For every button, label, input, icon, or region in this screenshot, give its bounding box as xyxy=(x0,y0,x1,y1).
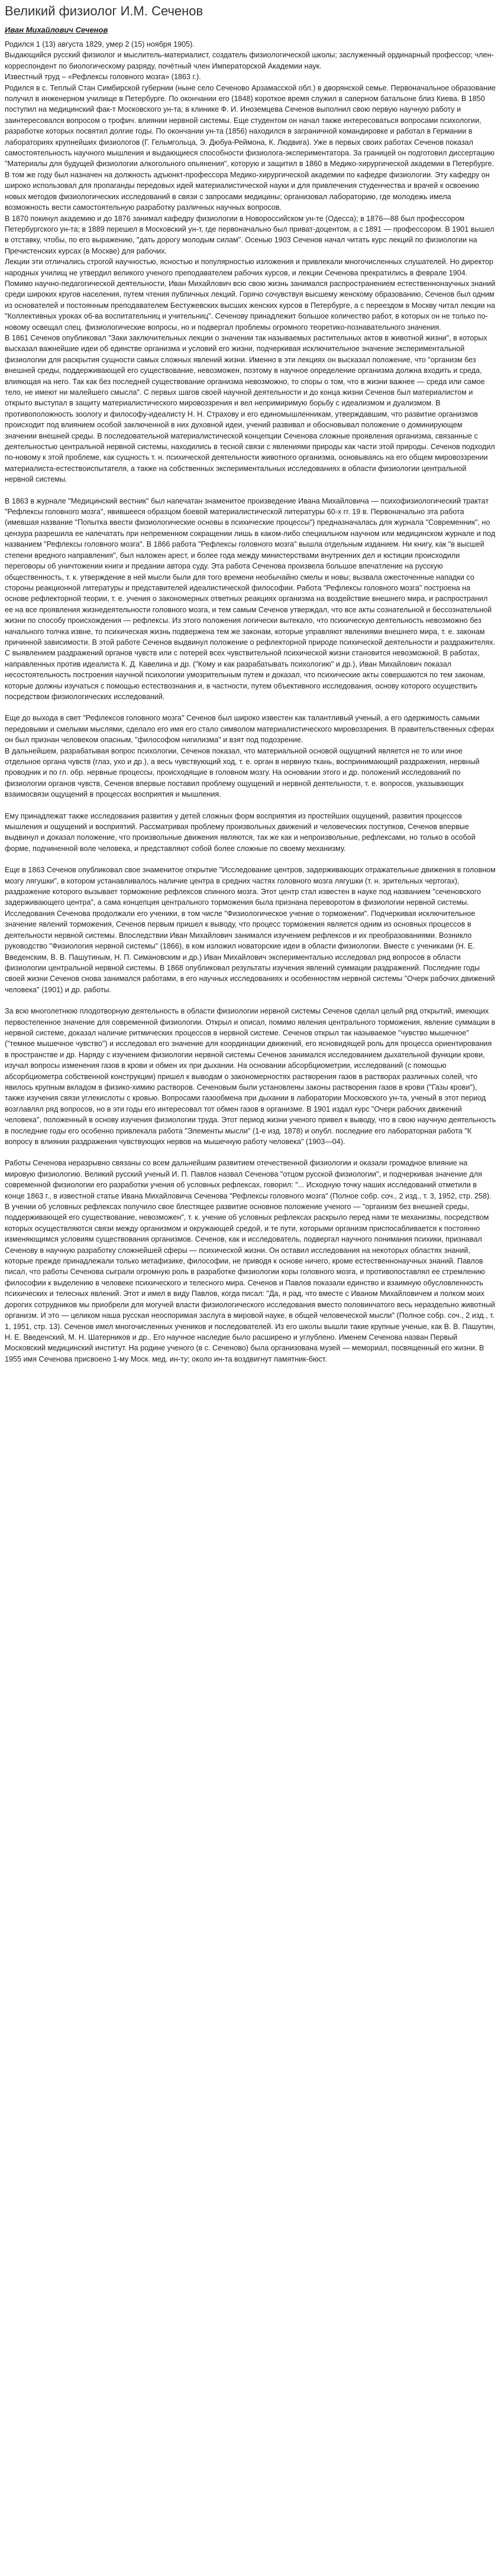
paragraph: Ему принадлежат также исследования развития у детей сложных форм восприятия из простейших ощущений, развития процессов мышления и ощущений и восприятий. Рассматривая проблему произвольных движений и человеческих поступков, Сеченов впервые выдвинул и доказал положение, что произвольные движения являются, так же как и непроизвольные, рефлексами, но только в особой форме, подчиненной воле человека, и представляют собой более сложные по своему механизму. xyxy=(5,811,476,853)
paragraph: Известный труд – «Рефлексы головного мозга» (1863 г.). xyxy=(5,73,201,82)
paragraph: В 1863 в журнале "Медицинский вестник" был напечатан знаменитое произведение Ивана Михайловича — психофизиологический трактат "Рефлексы головного мозга", явившееся образцом боевой материалистической литературы 60-х гг. 19 в. Первоначально эта работа (имевшая название "Попытка ввести физиологические основы в психические процессы") предназначалась для журнала "Современник", но цензура разрешила ее напечатать при непременном сокращении лишь в каком-либо специальном научном или медицинском журнале и под названием "Рефлексы головного мозга". В 1866 работа "Рефлексы головного мозга" вышла отдельным изданием. Ни книгу, как "в высшей степени вредного направления", был наложен арест, и более года между министерствами внутренних дел и юстиции происходили переговоры об уничтожении книги и предании автора суду. Эта работа Сеченова произвела большое впечатление на русскую общественность, т. к. утверждение в ней мысли были для того времени необычайно смелы и новы; вызвала ожесточенные нападки со стороны реакционной литературы и представителей идеалистической философии. Работа "Рефлексы головного мозга" построена на основе рефлекторной теории, т. е. учения о закономерных ответных реакциях организма на воздействие внешнего мира, и распространил ее на все проявления жизнедеятельности головного мозга, и тем самым Сеченов утверждал, что все акты сознательной и бессознательной жизни по способу происхождения — рефлексы. Из этого положения логически вытекало, что психическую деятельность невозможно без начального толчка извне, то психическая жизнь подвержена тем же законам, которые управляют явлениями внешнего мира, т. е. законам причинной зависимости. В этой работе Сеченов выдвинул положение о рефлекторной природе психической деятельности и раздражителях. С выявлением раздражений органов чувств или с потерей всех чувствительной психической жизни становится невозможной. В работах, направленных против идеалиста К. Д. Кавелина и др. ("Кому и как разрабатывать психологию" и др.), Иван Михайлович показал несостоятельность построения научной психологии умозрительным путем и доказал, что психические акты совершаются по тем законам, которые должны изучаться с помощью естествознания и, в частности, путем объективного исследования, основу которого осуществить посредством физиологических исследований. xyxy=(5,496,496,701)
paragraph: За всю многолетнюю плодотворную деятельность в области физиологии нервной системы Сеченов сделал целый ряд открытий, имеющих первостепенное значение для современной физиологии. Открыл и описал, помимо явления центрального торможения, явление суммации в нервной системе, доказал наличие ритмических процессов в нервной системе. Сеченов открыл так называемое "чувство мышечное" ("темное мышечное чувство") и исследовал его значение для координации движений, его ясновидящей роль для процесса ориентирования в пространстве и др. Наряду с изучением физиологии нервной системы Сеченов занимался исследованием дыхательной функции крови, изучал вопросы изменения газов в крови и обмен их при дыхании. На основании абсорбциометрии, исследований (с помощью абсорбциометра собственной конструкции) пришел к выводам о закономерностях растворения газов в растворах различных солей, что явилось крупным вкладом в физико-химию растворов. Сеченовым были установлены законы растворения газов в крови ("Газы крови"), также изучения связи углекислоты с кровью. Вопросами газообмена при дыхании в лаборатории Московского ун-та, ученый в этот период возглавлял ряд вопросов, но в эти годы его интересовал тот обмен газов в организме. В 1901 издал курс "Очерк рабочих движений человека", положенный в основу изучения физиологии труда. Этот период жизни ученого привел к выводу, что в свою научную деятельность в последние годы его особенно привлекала работа "Элементы мысли" (1-е изд. 1878) и опубл. последние его лабораторная работа "К вопросу в влиянии раздражения чувствующих нервов на мышечную работу человека" (1903—04). xyxy=(5,1007,496,1146)
page-title: Великий физиолог И.М. Сеченов xyxy=(5,4,203,18)
paragraph: Родился в с. Теплый Стан Симбирской губернии (ныне село Сеченово Арзамасской обл.) в дворянской семье. Первоначальное образование получил в инженерном училище в Петербурге. По окончании его (1848) короткое время служил в саперном батальоне близ Киева. В 1850 поступил на медицинский фак-т Московского ун-та; в клинике Ф. И. Иноземцева Сеченов выполнил свою первую научную работу и заинтересовался вопросом о трофич. влиянии нервной системы. Еще студентом он начал также интересоваться вопросами психологии, разработке которых посвятил долгие годы. По окончании ун-та (1856) находился в заграничной командировке и работал в Германии в лабораториях крупнейших физиологов (Г. Гельмгольца, Э. Дюбуа-Реймона, К. Людвига). Уже в первых своих работах Сеченов показал самостоятельность научного мышления и выдающиеся способности физиолога-экспериментатора. За границей он подготовил диссертацию "Материалы для будущей физиологии алкогольного опьянения", которую и защитил в 1860 в Медико-хирургической академии в Петербурге. В том же году был назначен на должность адъюнкт-профессора Медико-хирургической академии по кафедре физиологии. Эту кафедру он широко использовал для пропаганды передовых идей материалистической науки и для привлечения студенчества и врачей к освоению новых методов физиологических исследований в связи с запросами медицины; организовал лабораторию, где молодежь имела возможность вести самостоятельную разработку различных научных вопросов. xyxy=(5,83,496,212)
paragraph: Еще в 1863 Сеченов опубликовал свое знаменитое открытие "Исследование центров, задерживающих отражательные движения в головном мозгу лягушки", в котором устанавливалось наличие центра в средних частях головного мозга лягушки (т. н. зрительных чертогах), раздражение которого вызывает торможение рефлексов спинного мозга. Этот центр стал известен в науке под названием "сеченовского задерживающего центра", а сама концепция центрального торможения была признана переворотом в физиологии нервной системы. Исследования Сеченова продолжали его ученики, в том числе "Физиологическое учение о торможении". Подчеркивая исключительное значение явлений торможения, Сеченов первым пришел к выводу, что процесс торможения является одним из основных процессов в деятельности нервной системы. Впоследствии Иван Михайлович занимался изучением рефлексов и их преобразованиями. Возникло руководство "Физиология нервной системы" (1866), в ком изложил новаторские идеи в области физиологии. Вместе с учениками (Н. Е. Введенским, В. В. Пашутиным, Н. П. Симановским и др.) Иван Михайлович экспериментально исследовал ряд вопросов в области физиологии центральной нервной системы. В 1868 опубликовал результаты изучения явлений суммации раздражений. Последние годы своей жизни Сеченов снова занимался работами, в его научных исследованиях и особенностям нервной системы "Очерк рабочих движений человека" (1901) и др. работы. xyxy=(5,866,496,994)
paragraph: Работы Сеченова неразрывно связаны со всем дальнейшим развитием отечественной физиологии и оказали громадное влияние на мировую физиологию. Великий русский ученый И. П. Павлов назвал Сеченова "отцом русской физиологии", и подчеркивая значение для современной физиологии его разработки учения об условных рефлексах, говорил: "... Исходную точку наших исследований отметили в конце 1863 г., в известной статье Ивана Михайловича Сеченова "Рефлексы головного мозга" (Полное собр. соч., 2 изд., т. 3, 1952, стр. 258). В учении об условных рефлексах получило свое блестящее развитие основное положение ученого — "организм без внешней среды, поддерживающей его существование, невозможен", т. к. учение об условных рефлексах раскрыло перед нами те механизмы, посредством которых осуществляются связи между организмом и окружающей средой, и те пути, которыми организм приспосабливается к постоянно изменяющимся условиям существования организмов. Сеченов, как и исследователь, подвергал научного понимания психики, признавал Сеченову в научную разработку сложнейшей сферы — психической жизни. Он оставил исследования на некоторых областях знаний, которые прежде принадлежали только метафизике, философии, не приводя к основе ничего, кроме естественнонаучных знаний. Павлов писал, что работы Сеченова сыграли огромную роль в разработке физиологии коры головного мозга, и противопоставлял ее стремлению философии к выделению в человеке психического и телесного мира. Сеченов и Павлов показали единство и взаимную обусловленность психических и телесных явлений. Этот и имел в виду Павлов, когда писал: "Да, я рад, что вместе с Иваном Михайловичем и полком моих дорогих сотрудников мы приобрели для могучей власти физиологического исследования вместо половинчатого весь нераздельно животный организм. И это — целиком наша русская неоспоримая заслуга в мировой науке, в общей человеческой мысли" (Полное собр. соч., 2 изд., т. 1, 1951, стр. 13). Сеченов имел многочисленных учеников и последователей. Из его школы вышли такие крупные ученые, как В. В. Пашутин, Н. Е. Введенский, М. Н. Шатерников и др.. Его научное наследие было расширено и углублено. Именем Сеченова назван Первый Московский медицинский институт. На родине ученого (в с. Сеченово) была организована музей — мемориал, посвященный его жизни. В 1955 имя Сеченова присвоено 1-му Моск. мед. ин-ту; около ин-та воздвигнут памятник-бюст. xyxy=(5,1159,496,1363)
paragraph: В 1861 Сеченов опубликовал "Заки заключительных лекции о значении так называемых растительных актов в животной жизни", в которых высказал важнейшие идеи об единстве организма и условий его жизни, подчеркивая исключительное значение экспериментальной физиологии для раскрытия сущности самых сложных явлений жизни. Именно в эти лекциях он высказал положение, что "организм без внешней среды, поддерживающей его существование, невозможен, поэтому в научное определение организма должна входить и среда, влияющая на него. Так как без последней существование организма невозможно, то споры о том, что в жизни важнее — среда или самое тело, не имеют ни малейшего смысла". С первых шагов своей научной деятельности и до конца жизни Сеченов был материалистом и открыто выступал в защиту материалистического мировоззрения и вел непримиримую борьбу с идеализмом и дуализмом. В противоположность зоологу и философу-идеалисту Н. Н. Страхову и его единомышленникам, утверждавшим, что развитие организмов происходит под влиянием особой заключенной в них духовной идеи, учений развивал и обосновывал положение о доминирующем значении внешней среды. В последовательной материалистической концепции Сеченова сложные проявления организма, связанные с деятельностью центральной нервной системы, находились в тесной связи с явлениями природы как части этой природы. Сеченов подходил по-новому к этой проблеме, как сущность т. н. психической деятельности животного организма, основываясь на его общем мировоззрении материалиста-естествоиспытателя, а также на собственных экспериментальных исследованиях в области физиологии центральной нервной системы. xyxy=(5,333,495,484)
paragraph: В дальнейшем, разрабатывая вопрос психологии, Сеченов показал, что материальной основой ощущений является не то или иное отдельное органа чувств (глаз, ухо и др.), а весь чувствующий ход, т. е. орган в нервную ткань, воспринимающий раздражения, нервный проводник и по гл. обр. нервные процессы, происходящие в головном мозгу. На основании этого и др. положений исследований по физиологии органов чувств, Сеченов впервые поставил проблему ощущений и нервной деятельности, т. е. вопросов, указывающих взаимосвязи ощущений в процессах восприятия и мышления. xyxy=(5,746,480,799)
paragraph: Выдающийся русский физиолог и мыслитель-материалист, создатель физиологической школы; заслуженный ординарный профессор; член-корреспондент по биологическому разряду, почётный член Императорской Академии наук. xyxy=(5,51,494,70)
article-body xyxy=(5,39,496,1365)
paragraph: Родился 1 (13) августа 1829, умер 2 (15) ноября 1905). xyxy=(5,40,195,48)
paragraph: Лекции эти отличались строгой научностью, ясностью и популярностью изложения и привлекали многочисленных слушателей. Но директор народных училищ не утвердил великого ученого преподавателем рабочих курсов, и лекции Сеченова прекратились в феврале 1904. Помимо научно-педагогической деятельности, Иван Михайлович всю свою жизнь занимался распространением естественнонаучных знаний среди широких кругов населения, путем чтения публичных лекций. Горячо сочувствуя высшему женскому образованию, Сеченов был одним из основателей и постоянным преподавателем Бестужевских высших женских курсов в Петербурге, а с переездом в Москву читал лекции на "Коллективных уроках об-ва воспитательниц и учительниц". Сеченову принадлежит большое количество работ, в которых он не только по-новому освещал спец. физиологические вопросы, но и подвергал проблемы огромного теоретико-познавательного значения. xyxy=(5,258,496,332)
author-name: Иван Михайлович Сеченов xyxy=(5,25,108,34)
paragraph: В 1870 покинул академию и до 1876 занимал кафедру физиологии в Новороссийском ун-те (Одесса); в 1876—88 был профессором Петербургского ун-та; в 1889 перешел в Московский ун-т, где первоначально был приват-доцентом, а с 1891 — профессором. В 1901 вышел в отставку, чтобы, по его выражению, "дать дорогу молодым силам". Осенью 1903 Сеченов начал читать курс лекций по физиологии на Пречистенских курсах (в Москве) для рабочих. xyxy=(5,214,494,255)
paragraph: Еще до выхода в свет "Рефлексов головного мозга" Сеченов был широко известен как талантливый ученый, а его одержимость самыми передовыми и смелыми мыслями, сделало его имя его стало символом материалистического мировоззрения. В правительственных сферах он был признан человеком опасным, "философом нигилизма" и взят под подозрение. xyxy=(5,714,494,745)
